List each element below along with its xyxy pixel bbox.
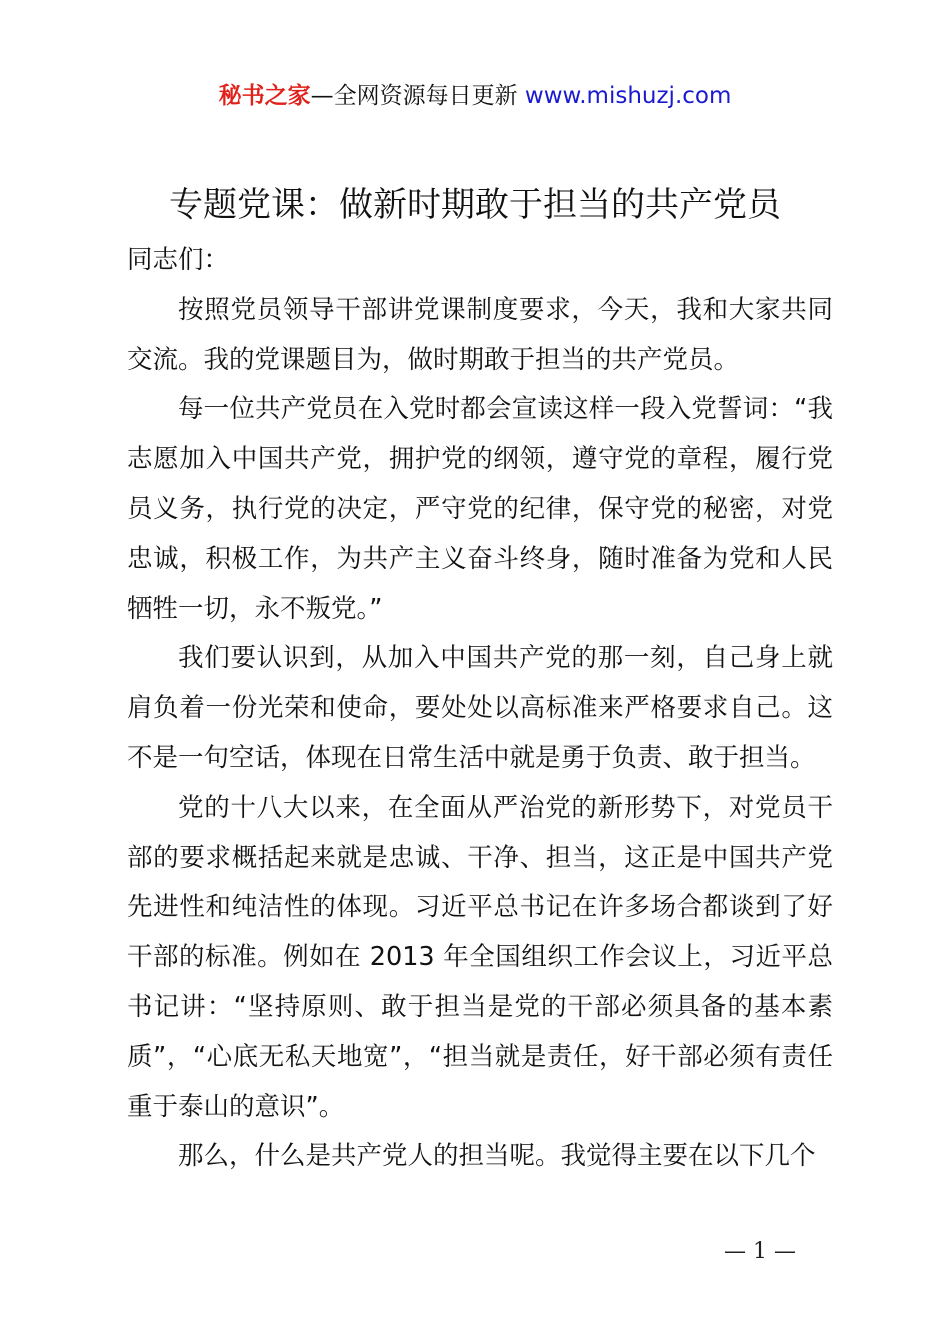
site-header: [0, 80, 950, 112]
page-number: — 1 —: [724, 1239, 796, 1264]
header-url-link[interactable]: www.mishuzj.com: [524, 83, 732, 109]
document-title: 专题党课：做新时期敢于担当的共产党员: [169, 185, 781, 225]
paragraph: 党的十八大以来，在全面从严治党的新形势下，对党员干部的要求概括起来就是忠诚、干净、担当，这正是中国共产党先进性和纯洁性的体现。习近平总书记在许多场合都谈到了好干部的标准。例如在 2013 年全国组织工作会议上，习近平总书记讲：“坚持原则、敢于担当是党的干部必须具备的基本素质”，“心底无私天地宽”，“担当就是责任，好干部必须有责任重于泰山的意识”。: [127, 792, 833, 1122]
header-slogan: —全网资源每日更新: [310, 83, 518, 109]
paragraph: 按照党员领导干部讲党课制度要求，今天，我和大家共同交流。我的党课题目为，做时期敢于担当的共产党员。: [127, 294, 833, 375]
paragraph: 每一位共产党员在入党时都会宣读这样一段入党誓词：“我志愿加入中国共产党，拥护党的纲领，遵守党的章程，履行党员义务，执行党的决定，严守党的纪律，保守党的秘密，对党忠诚，积极工作，为共产主义奋斗终身，随时准备为党和人民牺牲一切，永不叛党。”: [127, 394, 833, 624]
paragraph: 我们要认识到，从加入中国共产党的那一刻，自己身上就肩负着一份光荣和使命，要处处以高标准来严格要求自己。这不是一句空话，体现在日常生活中就是勇于负责、敢于担当。: [127, 643, 833, 773]
document-body: [127, 236, 833, 1182]
header-brand: 秘书之家: [218, 83, 311, 109]
paragraph: 那么，什么是共产党人的担当呢。我觉得主要在以下几个: [178, 1141, 816, 1172]
salutation: 同志们：: [127, 245, 230, 275]
